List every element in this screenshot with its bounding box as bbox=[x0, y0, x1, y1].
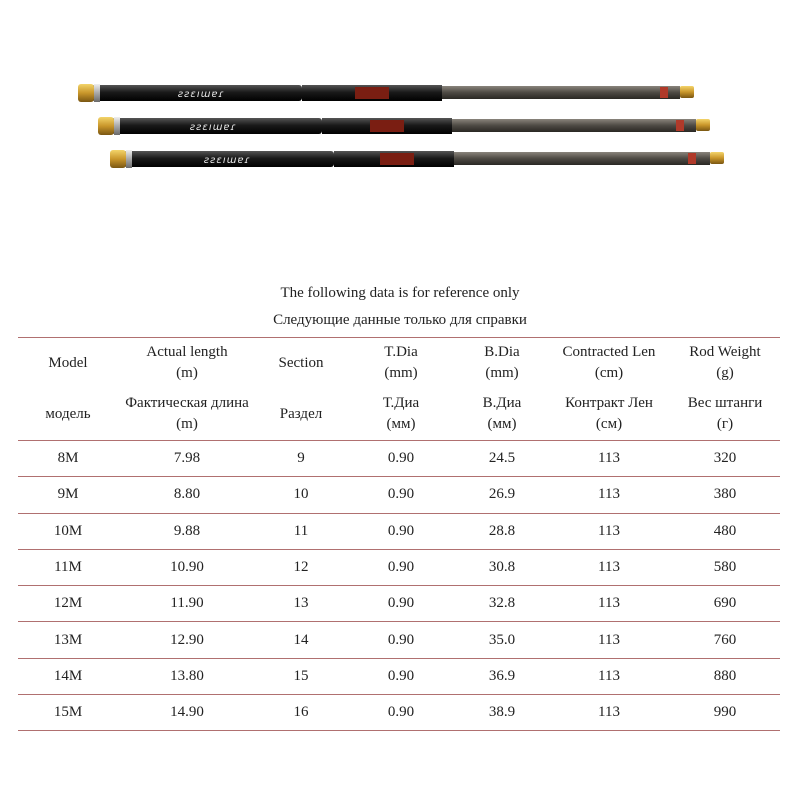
english-header-cell bbox=[346, 338, 456, 389]
english-header-line: (m) bbox=[176, 365, 198, 381]
rod-silver-ring bbox=[94, 84, 100, 102]
english-header-line: T.Dia bbox=[384, 344, 418, 360]
table-cell: 113 bbox=[548, 658, 670, 694]
russian-header-line: В.Диа bbox=[482, 395, 522, 411]
table-cell: 10.90 bbox=[118, 549, 256, 585]
table-cell: 0.90 bbox=[346, 586, 456, 622]
table-cell: 35.0 bbox=[456, 622, 548, 658]
table-cell: 8M bbox=[18, 441, 118, 477]
rod-silver-ring bbox=[126, 150, 132, 168]
rod-2 bbox=[98, 117, 710, 135]
table-cell: 13.80 bbox=[118, 658, 256, 694]
rod-1 bbox=[78, 84, 694, 102]
table-cell: 990 bbox=[670, 695, 780, 731]
russian-header-line: (m) bbox=[176, 416, 198, 432]
rod-red-mark bbox=[660, 87, 668, 98]
table-row bbox=[18, 477, 780, 513]
table-cell: 0.90 bbox=[346, 549, 456, 585]
rod-butt-cap bbox=[78, 84, 94, 102]
table-cell: 12M bbox=[18, 586, 118, 622]
english-header-line: Rod Weight bbox=[689, 344, 761, 360]
table-cell: 760 bbox=[670, 622, 780, 658]
table-cell: 12 bbox=[256, 549, 346, 585]
table-cell: 36.9 bbox=[456, 658, 548, 694]
table-cell: 12.90 bbox=[118, 622, 256, 658]
table-cell: 38.9 bbox=[456, 695, 548, 731]
rod-silver-ring bbox=[114, 117, 120, 135]
english-header-line: (cm) bbox=[594, 365, 624, 381]
rod-tip bbox=[454, 152, 710, 165]
header-row-english bbox=[18, 338, 780, 389]
table-cell: 0.90 bbox=[346, 695, 456, 731]
rod-3 bbox=[110, 150, 724, 168]
table-row bbox=[18, 441, 780, 477]
table-cell: 28.8 bbox=[456, 513, 548, 549]
table-cell: 0.90 bbox=[346, 658, 456, 694]
table-cell: 880 bbox=[670, 658, 780, 694]
english-header-cell bbox=[548, 338, 670, 389]
table-cell: 9M bbox=[18, 477, 118, 513]
russian-header-line: Т.Диа bbox=[382, 395, 420, 411]
table-cell: 10M bbox=[18, 513, 118, 549]
table-cell: 13 bbox=[256, 586, 346, 622]
table-cell: 113 bbox=[548, 586, 670, 622]
table-cell: 380 bbox=[670, 477, 780, 513]
russian-header-line: модель bbox=[45, 405, 91, 422]
rod-tip bbox=[452, 119, 696, 132]
rod-red-mark bbox=[676, 120, 684, 131]
russian-header-line: (см) bbox=[595, 416, 623, 432]
spec-table bbox=[18, 337, 780, 731]
russian-header-line: (мм) bbox=[386, 416, 416, 432]
english-header-line: Section bbox=[278, 354, 324, 371]
rod-red-seal bbox=[370, 120, 404, 132]
russian-header-line: Контракт Лен bbox=[565, 395, 653, 411]
header-row-russian bbox=[18, 388, 780, 441]
table-cell: 32.8 bbox=[456, 586, 548, 622]
rod-end-cap bbox=[710, 152, 724, 164]
table-cell: 113 bbox=[548, 477, 670, 513]
russian-header-cell bbox=[256, 388, 346, 441]
caption-russian: Следующие данные только для справки bbox=[273, 312, 527, 328]
table-cell: 30.8 bbox=[456, 549, 548, 585]
rod-brand-logo: ƨƨɛıɯɐɾ bbox=[190, 122, 237, 133]
table-cell: 113 bbox=[548, 513, 670, 549]
table-cell: 8.80 bbox=[118, 477, 256, 513]
table-cell: 14.90 bbox=[118, 695, 256, 731]
table-cell: 26.9 bbox=[456, 477, 548, 513]
table-cell: 14M bbox=[18, 658, 118, 694]
table-cell: 14 bbox=[256, 622, 346, 658]
russian-header-cell bbox=[456, 388, 548, 441]
table-cell: 320 bbox=[670, 441, 780, 477]
english-header-line: Contracted Len bbox=[562, 344, 656, 360]
russian-header-line: (мм) bbox=[487, 416, 517, 432]
english-header-line: B.Dia bbox=[484, 344, 520, 360]
russian-header-cell bbox=[670, 388, 780, 441]
table-cell: 11.90 bbox=[118, 586, 256, 622]
table-cell: 113 bbox=[548, 695, 670, 731]
rod-end-cap bbox=[696, 119, 710, 131]
english-header-cell bbox=[670, 338, 780, 389]
table-cell: 9.88 bbox=[118, 513, 256, 549]
english-header-line: (mm) bbox=[384, 365, 418, 381]
table-row bbox=[18, 513, 780, 549]
english-header-line: Actual length bbox=[146, 344, 228, 360]
table-cell: 10 bbox=[256, 477, 346, 513]
russian-header-line: Раздел bbox=[279, 405, 323, 422]
table-cell: 113 bbox=[548, 549, 670, 585]
table-row bbox=[18, 549, 780, 585]
table-cell: 15M bbox=[18, 695, 118, 731]
table-cell: 9 bbox=[256, 441, 346, 477]
table-cell: 0.90 bbox=[346, 441, 456, 477]
table-cell: 0.90 bbox=[346, 622, 456, 658]
rod-butt-cap bbox=[110, 150, 126, 168]
table-cell: 113 bbox=[548, 441, 670, 477]
table-cell: 7.98 bbox=[118, 441, 256, 477]
caption-english: The following data is for reference only bbox=[280, 285, 520, 301]
table-cell: 13M bbox=[18, 622, 118, 658]
fishing-rods-image bbox=[0, 0, 800, 200]
table-row bbox=[18, 586, 780, 622]
table-cell: 16 bbox=[256, 695, 346, 731]
table-cell: 15 bbox=[256, 658, 346, 694]
rod-brand-logo: ƨƨɛıɯɐɾ bbox=[204, 155, 251, 166]
rod-end-cap bbox=[680, 86, 694, 98]
rod-red-seal bbox=[380, 153, 414, 165]
russian-header-cell bbox=[346, 388, 456, 441]
english-header-cell bbox=[256, 338, 346, 389]
table-cell: 480 bbox=[670, 513, 780, 549]
rod-red-mark bbox=[688, 153, 696, 164]
english-header-line: (g) bbox=[716, 365, 734, 381]
rod-red-seal bbox=[355, 87, 389, 99]
table-cell: 0.90 bbox=[346, 477, 456, 513]
table-cell: 690 bbox=[670, 586, 780, 622]
rod-tip bbox=[442, 86, 680, 99]
russian-header-cell bbox=[18, 388, 118, 441]
russian-header-cell bbox=[118, 388, 256, 441]
rod-butt-cap bbox=[98, 117, 114, 135]
russian-header-cell bbox=[548, 388, 670, 441]
table-cell: 11M bbox=[18, 549, 118, 585]
table-cell: 0.90 bbox=[346, 513, 456, 549]
english-header-cell bbox=[456, 338, 548, 389]
rod-brand-logo: ƨƨɛıɯɐɾ bbox=[178, 89, 225, 100]
table-cell: 24.5 bbox=[456, 441, 548, 477]
table-cell: 11 bbox=[256, 513, 346, 549]
russian-header-line: Вес штанги bbox=[687, 395, 763, 411]
table-row bbox=[18, 695, 780, 731]
russian-header-line: Фактическая длина bbox=[125, 395, 249, 411]
english-header-cell bbox=[18, 338, 118, 389]
table-row bbox=[18, 622, 780, 658]
table-row bbox=[18, 658, 780, 694]
english-header-line: (mm) bbox=[485, 365, 519, 381]
english-header-cell bbox=[118, 338, 256, 389]
russian-header-line: (г) bbox=[716, 416, 734, 432]
english-header-line: Model bbox=[48, 354, 88, 371]
table-cell: 113 bbox=[548, 622, 670, 658]
table-cell: 580 bbox=[670, 549, 780, 585]
